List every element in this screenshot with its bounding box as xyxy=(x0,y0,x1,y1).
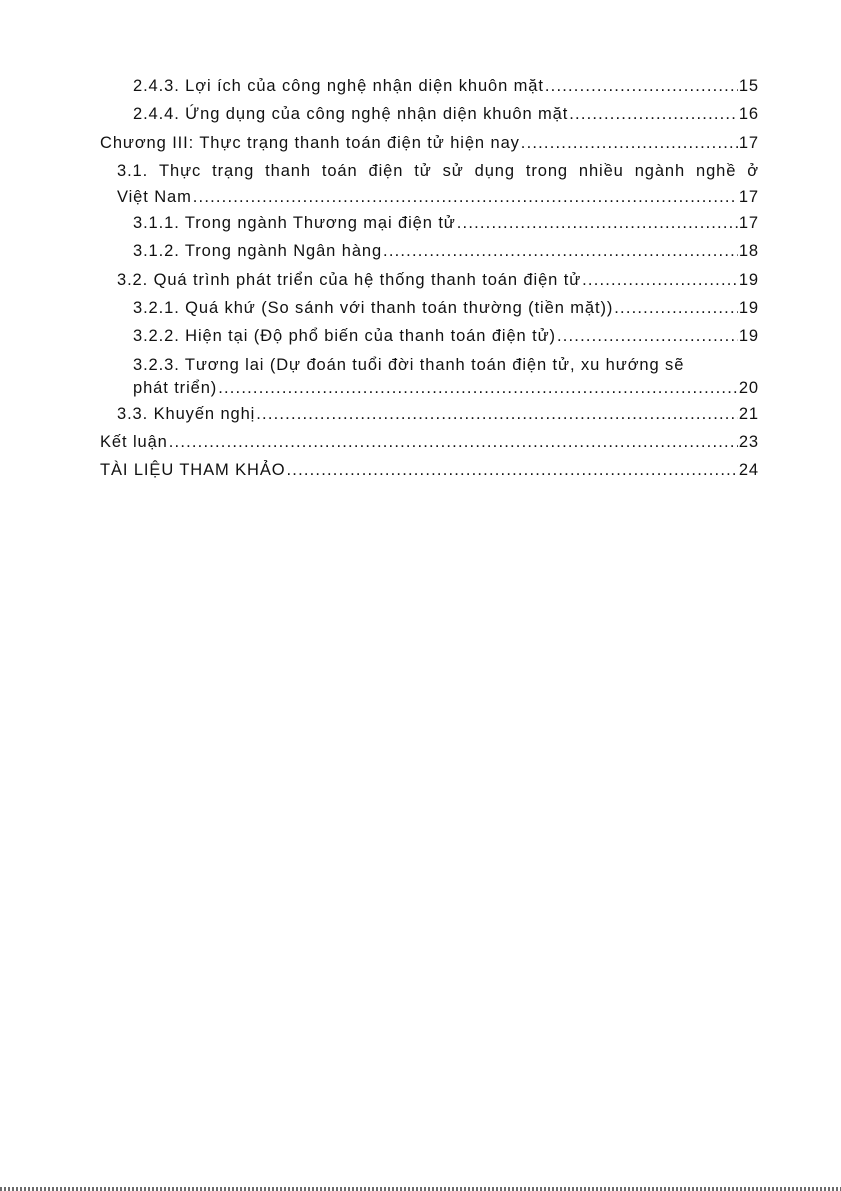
toc-entry-title: 2.4.3. Lợi ích của công nghệ nhận diện khuôn mặt xyxy=(133,77,544,95)
toc-entry-chapter-3[interactable] xyxy=(100,133,759,153)
toc-leader-dots xyxy=(256,404,738,424)
toc-entry-page: 21 xyxy=(738,405,759,423)
bottom-dotted-border xyxy=(0,1187,841,1191)
toc-entry-title-line1 xyxy=(117,161,759,181)
toc-leader-dots xyxy=(557,326,738,346)
toc-leader-dots xyxy=(521,133,738,153)
toc-entry-3-3[interactable] xyxy=(117,404,759,424)
toc-entry-page: 19 xyxy=(738,299,759,317)
toc-entry-title: 3.1.1. Trong ngành Thương mại điện tử xyxy=(133,214,456,232)
toc-leader-dots xyxy=(218,378,738,398)
toc-word: nghề xyxy=(696,162,737,180)
toc-leader-dots xyxy=(457,213,738,233)
toc-entry-3-1-1[interactable] xyxy=(133,213,759,233)
toc-entry-2-4-3[interactable] xyxy=(133,76,759,96)
toc-word: nhiều xyxy=(578,162,624,180)
toc-leader-dots xyxy=(582,270,738,290)
toc-word: sử xyxy=(442,162,464,180)
toc-entry-page: 17 xyxy=(738,188,759,206)
toc-entry-3-2-3[interactable] xyxy=(133,355,759,398)
toc-entry-title: 2.4.4. Ứng dụng của công nghệ nhận diện khuôn mặt xyxy=(133,105,569,123)
toc-leader-dots xyxy=(169,432,738,452)
toc-word: toán xyxy=(321,162,358,180)
toc-word: Thực xyxy=(159,162,202,180)
toc-entry-page: 23 xyxy=(738,433,759,451)
toc-entry-page: 17 xyxy=(738,214,759,232)
toc-entry-2-4-4[interactable] xyxy=(133,104,759,124)
toc-word: trạng xyxy=(212,162,255,180)
toc-leader-dots xyxy=(383,241,738,261)
toc-entry-ket-luan[interactable] xyxy=(100,432,759,452)
toc-entry-title-line2: Việt Nam xyxy=(117,188,192,206)
toc-entry-title: Kết luận xyxy=(100,433,168,451)
toc-entry-page: 17 xyxy=(738,134,759,152)
toc-leader-dots xyxy=(287,460,738,480)
toc-entry-title: 3.2. Quá trình phát triển của hệ thống thanh toán điện tử xyxy=(117,271,582,289)
toc-entry-3-2-1[interactable] xyxy=(133,298,759,318)
toc-entry-page: 19 xyxy=(738,271,759,289)
toc-entry-3-1[interactable] xyxy=(117,161,759,207)
toc-leader-dots xyxy=(569,104,738,124)
toc-entry-3-1-2[interactable] xyxy=(133,241,759,261)
toc-entry-3-2[interactable] xyxy=(117,270,759,290)
toc-word: thanh xyxy=(265,162,311,180)
toc-entry-page: 15 xyxy=(738,77,759,95)
toc-entry-page: 24 xyxy=(738,461,759,479)
toc-entry-page: 16 xyxy=(738,105,759,123)
toc-entry-title: 3.3. Khuyến nghị xyxy=(117,405,256,423)
toc-entry-title: 3.2.1. Quá khứ (So sánh với thanh toán thường (tiền mặt)) xyxy=(133,299,614,317)
toc-leader-dots xyxy=(614,298,738,318)
toc-word: 3.1. xyxy=(117,162,149,180)
toc-leader-dots xyxy=(545,76,738,96)
toc-entry-references[interactable] xyxy=(100,460,759,480)
toc-word: tử xyxy=(414,162,432,180)
toc-entry-title-line2: phát triển) xyxy=(133,379,218,397)
toc-entry-page: 18 xyxy=(738,242,759,260)
toc-word: ngành xyxy=(634,162,686,180)
toc-entry-title-line1: 3.2.3. Tương lai (Dự đoán tuổi đời thanh toán điện tử, xu hướng sẽ xyxy=(133,356,685,374)
toc-leader-dots xyxy=(193,187,738,207)
toc-word: ở xyxy=(747,162,759,180)
toc-entry-title: 3.2.2. Hiện tại (Độ phổ biến của thanh toán điện tử) xyxy=(133,327,556,345)
toc-entry-title: TÀI LIỆU THAM KHẢO xyxy=(100,461,286,479)
toc-entry-3-2-2[interactable] xyxy=(133,326,759,346)
toc-word: điện xyxy=(368,162,404,180)
toc-word: trong xyxy=(525,162,568,180)
toc-entry-page: 19 xyxy=(738,327,759,345)
toc-entry-page: 20 xyxy=(738,379,759,397)
toc-entry-title: 3.1.2. Trong ngành Ngân hàng xyxy=(133,242,383,260)
toc-entry-title: Chương III: Thực trạng thanh toán điện tử hiện nay xyxy=(100,134,520,152)
toc-word: dụng xyxy=(474,162,515,180)
